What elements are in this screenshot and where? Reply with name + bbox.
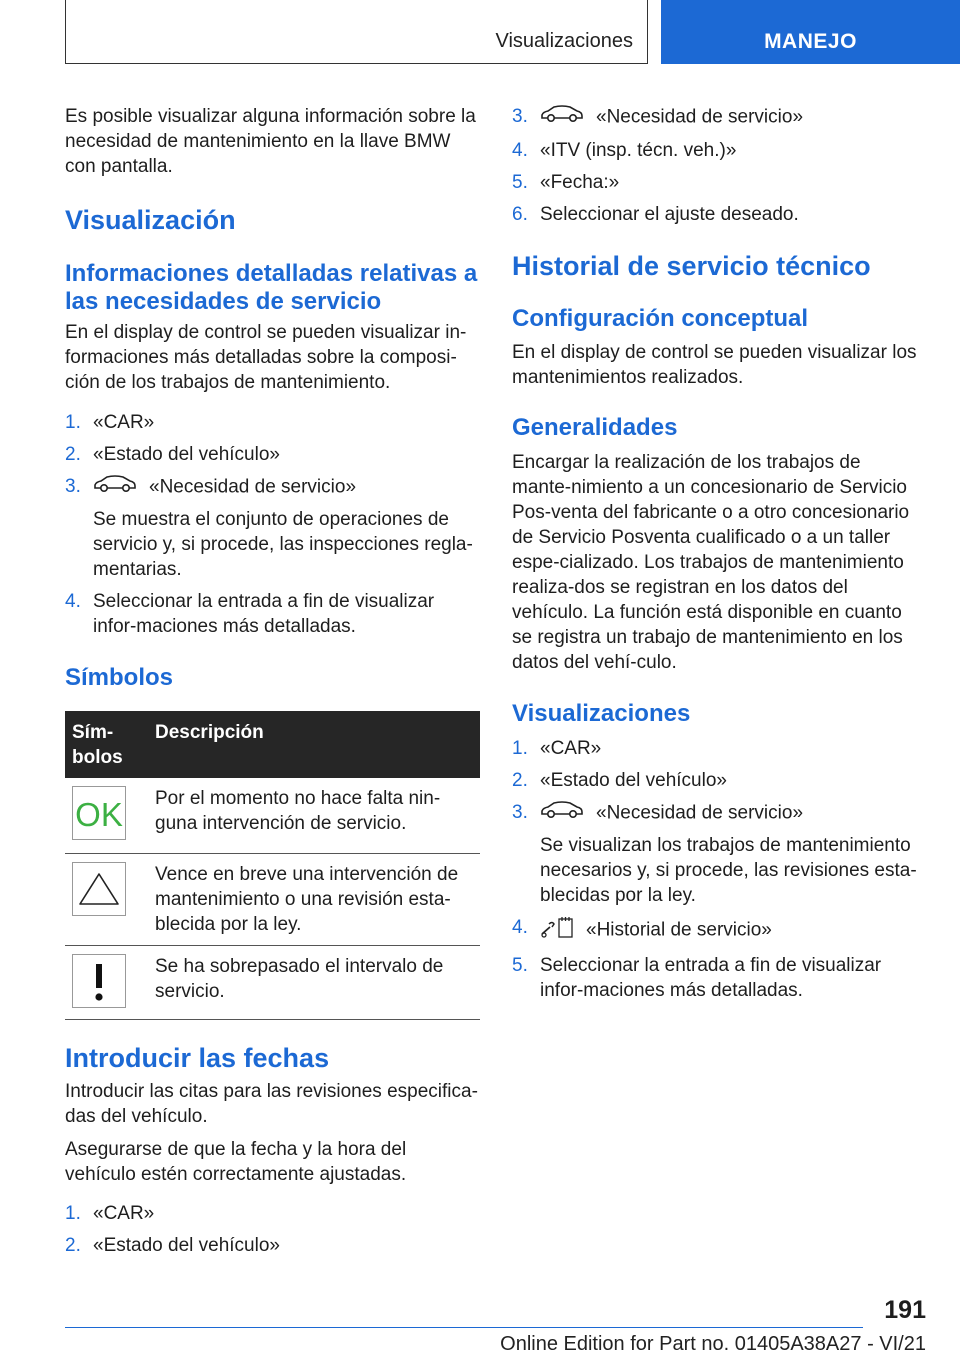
fechas-paragraph-2: Asegurarse de que la fecha y la hora del vehículo estén correctamente ajustadas. [65, 1139, 407, 1185]
list-item [512, 138, 924, 163]
step-number: 5. [512, 172, 528, 193]
heading-simbolos: Símbolos [65, 664, 174, 691]
table-row [65, 945, 480, 1019]
table-row [65, 778, 480, 853]
step-text: «ITV (insp. técn. veh.)» [540, 140, 737, 161]
step-number: 4. [512, 140, 528, 161]
symbols-table [65, 711, 480, 1020]
info-paragraph: En el display de control se pueden visualizar in-formaciones más detalladas sobre la composi-ción de los trabajos de mantenimiento. [65, 322, 467, 393]
step-subtext: Se visualizan los trabajos de mantenimiento necesarios y, si procede, las revisiones esta-blecidas por la ley. [540, 835, 917, 906]
list-item [65, 1201, 480, 1226]
step-number: 5. [512, 955, 528, 976]
car-service-icon [93, 474, 137, 501]
step-number: 4. [512, 917, 528, 938]
heading-visualizacion: Visualización [65, 205, 236, 235]
config-paragraph: En el display de control se pueden visualizar los mantenimientos realizados. [512, 342, 917, 388]
symbol-cell [65, 945, 148, 1019]
list-item [65, 589, 480, 639]
step-text: «Historial de servicio» [586, 919, 772, 941]
steps-list-visualizaciones [512, 736, 924, 1010]
step-number: 2. [65, 1235, 81, 1256]
step-text: Seleccionar la entrada a fin de visualizar infor-maciones más detalladas. [93, 591, 435, 637]
table-header-row [65, 711, 480, 778]
column-header-description: Descripción [148, 711, 480, 778]
step-text: Seleccionar el ajuste deseado. [540, 204, 799, 225]
step-text: «Estado del vehículo» [93, 1235, 280, 1256]
step-text: «CAR» [93, 412, 155, 433]
description-cell: Por el momento no hace falta nin-guna intervención de servicio. [148, 778, 480, 853]
list-item [65, 442, 480, 467]
step-text: «Estado del vehículo» [93, 444, 280, 465]
step-text: «Fecha:» [540, 172, 620, 193]
heading-informaciones: Informaciones detalladas relativas a las necesidades de servicio [65, 260, 478, 315]
step-text: «Necesidad de servicio» [596, 802, 804, 824]
step-text: «CAR» [540, 738, 602, 759]
step-number: 3. [512, 802, 528, 823]
heading-introducir-fechas: Introducir las fechas [65, 1043, 330, 1073]
header-chapter-label: MANEJO [764, 30, 857, 53]
step-text: «Necesidad de servicio» [149, 476, 357, 498]
symbol-cell [65, 778, 148, 853]
heading-generalidades: Generalidades [512, 414, 678, 441]
step-text: «Necesidad de servicio» [596, 106, 804, 128]
step-text: «Estado del vehículo» [540, 770, 727, 791]
step-number: 1. [65, 1203, 81, 1224]
list-item [512, 104, 924, 131]
step-text: «CAR» [93, 1203, 155, 1224]
page-number: 191 [884, 1296, 926, 1324]
steps-list-informaciones [65, 410, 480, 646]
list-item [512, 953, 924, 1003]
generalidades-paragraph: Encargar la realización de los trabajos de mante-nimiento a un concesionario de Servicio Pos-venta del fabricante o a otro concesionario de Servicio Posventa cualificado o a un taller espe-cializado. Los trabajos de mantenimiento realiza-dos se registran en los datos del vehículo. La función está disponible en cuanto se registra un trabajo de mantenimiento en los datos del vehí-culo. [512, 452, 910, 673]
list-item [65, 410, 480, 435]
list-item [65, 1233, 480, 1258]
step-number: 6. [512, 204, 528, 225]
step-number: 3. [512, 106, 528, 127]
list-item [512, 202, 924, 227]
service-history-icon [540, 915, 574, 946]
symbol-cell [65, 853, 148, 945]
step-number: 2. [65, 444, 81, 465]
step-number: 3. [65, 476, 81, 497]
svg-text:OK: OK [75, 796, 123, 833]
intro-paragraph: Es posible visualizar alguna información sobre la necesidad de mantenimiento en la llave BMW con pantalla. [65, 106, 476, 177]
car-service-icon [540, 104, 584, 131]
steps-list-fechas [65, 1201, 480, 1265]
header-section-box [65, 0, 648, 64]
step-number: 1. [65, 412, 81, 433]
car-service-icon [540, 800, 584, 827]
step-subtext: Se muestra el conjunto de operaciones de servicio y, si procede, las inspecciones regla-mentarias. [93, 509, 473, 580]
warning-triangle-icon [72, 862, 126, 916]
step-number: 1. [512, 738, 528, 759]
step-number: 2. [512, 770, 528, 791]
list-item [512, 736, 924, 761]
step-text: Seleccionar la entrada a fin de visualizar infor-maciones más detalladas. [540, 955, 882, 1001]
heading-historial: Historial de servicio técnico [512, 251, 871, 281]
list-item [512, 768, 924, 793]
description-cell: Se ha sobrepasado el intervalo de servicio. [148, 945, 480, 1019]
exclamation-icon [72, 954, 126, 1008]
table-row [65, 853, 480, 945]
heading-visualizaciones: Visualizaciones [512, 700, 691, 727]
heading-configuracion: Configuración conceptual [512, 305, 809, 332]
fechas-paragraph-1: Introducir las citas para las revisiones especifica-das del vehículo. [65, 1081, 478, 1127]
header-section-title: Visualizaciones [495, 30, 633, 52]
column-header-symbols: Sím-bolos [65, 711, 148, 778]
list-item [512, 800, 924, 908]
list-item [512, 170, 924, 195]
ok-icon [72, 786, 126, 840]
step-number: 4. [65, 591, 81, 612]
steps-list-fechas-continued [512, 104, 924, 234]
description-cell: Vence en breve una intervención de mantenimiento o una revisión esta-blecida por la ley. [148, 853, 480, 945]
list-item [512, 915, 924, 946]
list-item [65, 474, 480, 582]
header-chapter-tab [661, 0, 960, 64]
footer-divider [65, 1327, 863, 1328]
edition-note: Online Edition for Part no. 01405A38A27 - VI/21 [500, 1333, 926, 1355]
